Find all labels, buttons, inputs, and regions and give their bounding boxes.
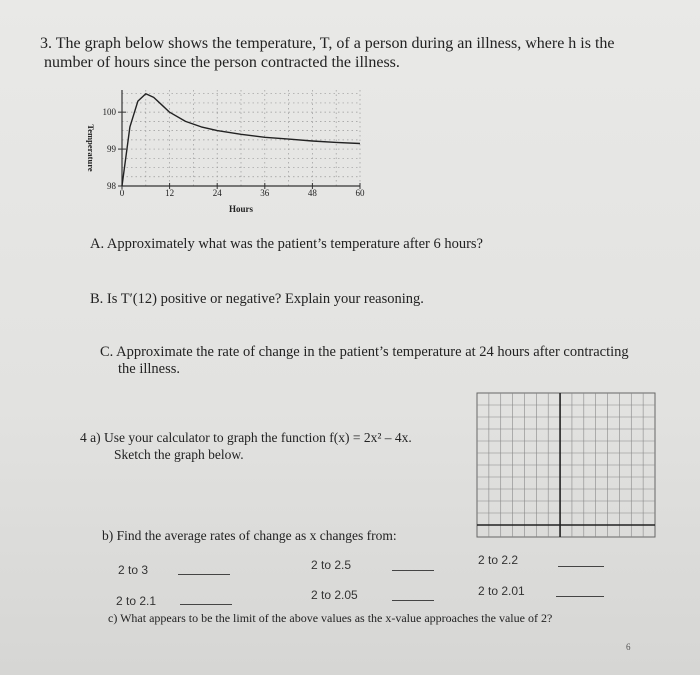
answer-blank[interactable]: [558, 566, 604, 567]
question-4c: c) What appears to be the limit of the above values as the x-value approaches the value of 2?: [108, 611, 553, 625]
question-4b: b) Find the average rates of change as x changes from:: [102, 528, 397, 543]
answer-blank[interactable]: [392, 600, 434, 601]
question-3-prompt: [40, 34, 680, 72]
rate-interval-label: 2 to 2.01: [478, 584, 525, 598]
answer-blank[interactable]: [180, 604, 232, 605]
rate-interval-label: 2 to 2.5: [311, 558, 352, 572]
x-tick-label: 60: [355, 188, 365, 198]
rate-interval-label: 2 to 2.05: [311, 588, 358, 602]
x-axis-label: Hours: [228, 204, 254, 214]
question-4a: [80, 429, 480, 463]
sketch-grid: [476, 392, 656, 538]
x-tick-label: 0: [119, 188, 125, 198]
x-tick-label: 12: [165, 188, 175, 198]
rate-interval-label: 2 to 3: [118, 563, 149, 577]
x-tick-label: 48: [307, 188, 317, 198]
answer-blank[interactable]: [392, 570, 434, 571]
question-4a-line-1: 4 a) Use your calculator to graph the function f(x) = 2x² – 4x.: [80, 430, 412, 445]
question-3c-line-2: the illness.: [118, 361, 181, 377]
page-number: 6: [626, 642, 631, 652]
question-3a: A. Approximately what was the patient’s temperature after 6 hours?: [90, 236, 483, 252]
question-4a-line-2: Sketch the graph below.: [114, 447, 244, 462]
x-tick-label: 36: [260, 188, 270, 198]
question-3c: [100, 344, 670, 378]
answer-blank[interactable]: [556, 596, 604, 597]
rate-interval-label: 2 to 2.2: [478, 553, 519, 567]
question-3-line-1: 3. The graph below shows the temperature, T, of a person during an illness, where h is the: [40, 35, 615, 52]
y-tick-label: 98: [107, 181, 116, 191]
rate-interval-label: 2 to 2.1: [116, 594, 157, 608]
question-3b: B. Is T′(12) positive or negative? Explain your reasoning.: [90, 291, 424, 307]
y-tick-label: 99: [107, 144, 116, 155]
y-axis-label: Temperature: [86, 124, 96, 172]
x-tick-label: 24: [212, 188, 222, 198]
answer-blank[interactable]: [178, 574, 230, 575]
question-3c-line-1: C. Approximate the rate of change in the patient’s temperature at 24 hours after contracting: [100, 344, 629, 360]
question-3-line-2: number of hours since the person contracted the illness.: [44, 54, 400, 71]
y-tick-label: 100: [102, 107, 116, 118]
temperature-chart: [78, 86, 378, 221]
